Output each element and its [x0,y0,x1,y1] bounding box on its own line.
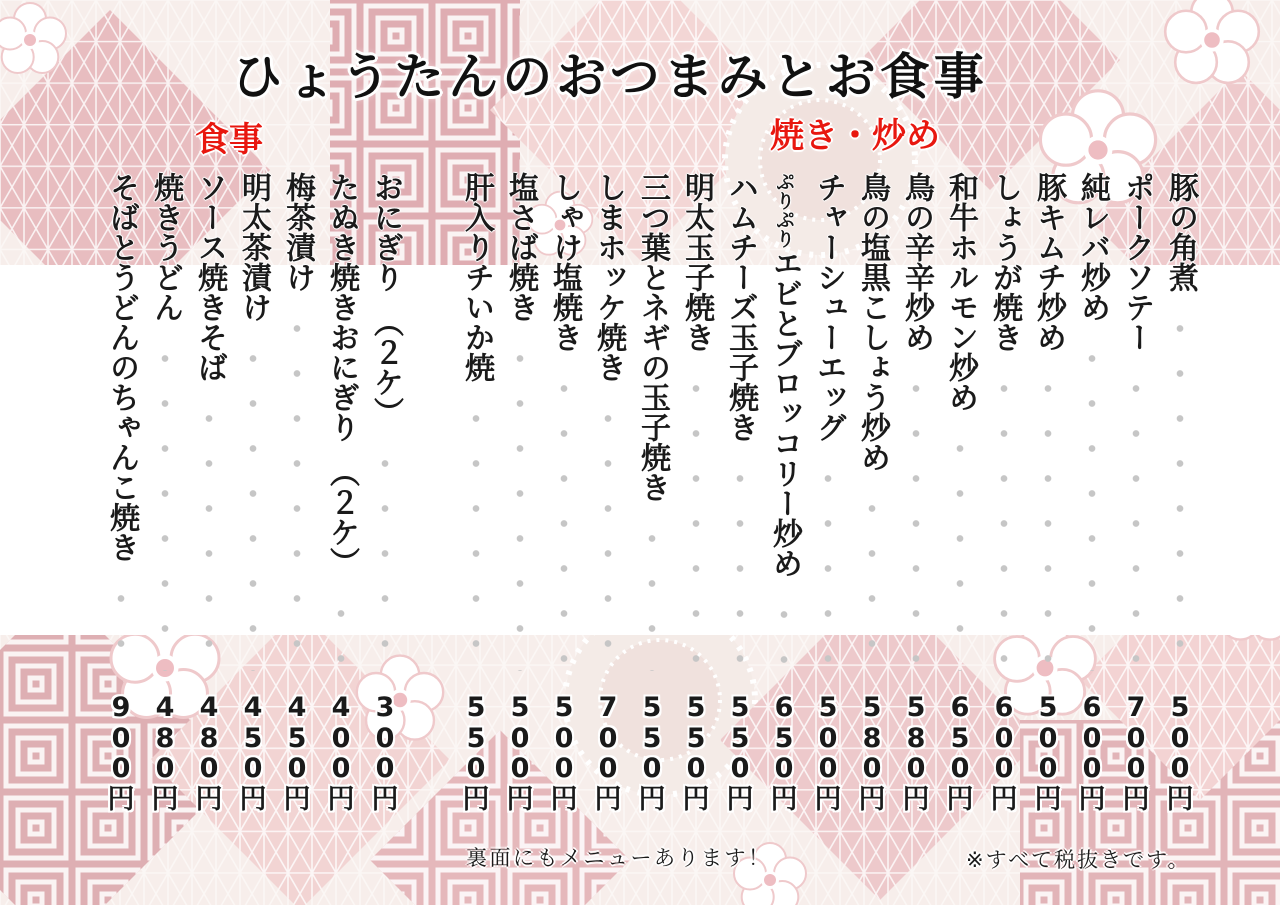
dot-leader [1033,366,1063,671]
menu-item [454,172,498,815]
dot-leader [1121,366,1151,671]
item-name: 和牛ホルモン炒め [943,172,978,412]
dot-leader [282,306,312,671]
menu-item [187,172,231,815]
item-price: 700円 [594,692,622,815]
menu-item [938,172,982,815]
item-price: 480円 [195,692,223,815]
menu-item [498,172,542,815]
menu-item [363,172,407,815]
dot-leader [945,426,975,671]
dot-leader [326,591,356,671]
item-name: 鳥の辛辛炒め [899,172,934,352]
item-name-text: エビとブロッコリー炒め [767,248,802,578]
item-name: 焼きうどん [148,172,183,322]
item-price: 580円 [858,692,886,815]
item-price: 650円 [770,692,798,815]
menu-title: ひょうたんのおつまみとお食事 [232,48,988,106]
menu-item [1026,172,1070,815]
item-price: 700円 [1122,692,1150,815]
menu-item [630,172,674,815]
item-price: 500円 [1034,692,1062,815]
menu-item [586,172,630,815]
back-side-menu-note: 裏面にもメニューあります！ [466,846,772,870]
item-name: 鳥の塩黒こしょう炒め [855,172,890,472]
item-price: 500円 [506,692,534,815]
item-price: 580円 [902,692,930,815]
item-name: 豚キムチ炒め [1031,172,1066,352]
dot-leader [725,456,755,671]
menu-item [850,172,894,815]
item-price: 480円 [151,692,179,815]
menu-item [1070,172,1114,815]
menu-item [894,172,938,815]
item-price: 450円 [283,692,311,815]
item-price: 550円 [638,692,666,815]
menu-item [275,172,319,815]
menu-item [231,172,275,815]
dot-leader [901,366,931,671]
item-name: 肝入りチいか焼 [459,172,494,382]
dot-leader [461,396,491,671]
item-name: 純レバ炒め [1075,172,1110,322]
menu-item [143,172,187,815]
item-name [767,172,801,578]
menu-item [718,172,762,815]
item-name: ハムチーズ玉子焼き [723,172,758,442]
menu-item [99,172,143,815]
menu-item [319,172,363,815]
item-name: ソース焼きそば [192,172,227,382]
item-name-prefix: ぷりぷり [773,172,795,248]
item-name: しゃけ塩焼き [547,172,582,352]
item-price: 500円 [1166,692,1194,815]
item-name: 塩さば焼き [503,172,538,322]
item-name: 明太玉子焼き [679,172,714,352]
menu-item [762,172,806,815]
tax-excluded-note: ※すべて税抜きです。 [966,848,1191,872]
menu-item [674,172,718,815]
item-price: 650円 [946,692,974,815]
dot-leader [989,366,1019,671]
item-price: 550円 [462,692,490,815]
item-price: 500円 [550,692,578,815]
item-name: 三つ葉とネギの玉子焼き [635,172,670,502]
item-price: 600円 [990,692,1018,815]
item-price: 450円 [239,692,267,815]
item-name: 梅茶漬け [280,172,315,292]
menu-item [982,172,1026,815]
item-name: ポークソテー [1119,172,1154,352]
item-price: 500円 [814,692,842,815]
item-price: 550円 [682,692,710,815]
item-price: 400円 [327,692,355,815]
item-name: そばとうどんのちゃんこ焼き [104,172,139,562]
dot-leader [194,396,224,671]
menu-item [1114,172,1158,815]
item-name: チャーシューエッグ [811,172,846,442]
item-name: しょうが焼き [987,172,1022,352]
dot-leader [238,336,268,671]
item-price: 600円 [1078,692,1106,815]
dot-leader [813,456,843,671]
section-heading-meal: 食事 [195,120,263,160]
item-price: 300円 [371,692,399,815]
menu-item [806,172,850,815]
dot-leader [150,336,180,671]
item-name: しまホッケ焼き [591,172,626,382]
dot-leader [106,576,136,671]
dot-leader [593,396,623,671]
dot-leader [1077,336,1107,671]
dot-leader [857,486,887,671]
item-name: たぬき焼きおにぎり （２ケ） [324,172,359,577]
meal-menu-list [99,172,407,815]
dot-leader [549,366,579,671]
dot-leader [637,516,667,671]
dot-leader [505,336,535,671]
dot-leader [769,592,799,671]
menu-item [1158,172,1202,815]
item-name: 明太茶漬け [236,172,271,322]
dot-leader [681,366,711,671]
dot-leader [1165,306,1195,671]
menu-item [542,172,586,815]
item-name: おにぎり （２ケ） [368,172,403,427]
grill-menu-list [454,172,1202,815]
item-price: 550円 [726,692,754,815]
item-name: 豚の角煮 [1163,172,1198,292]
item-price: 900円 [107,692,135,815]
dot-leader [370,441,400,671]
section-heading-grill: 焼き・炒め [770,116,940,156]
